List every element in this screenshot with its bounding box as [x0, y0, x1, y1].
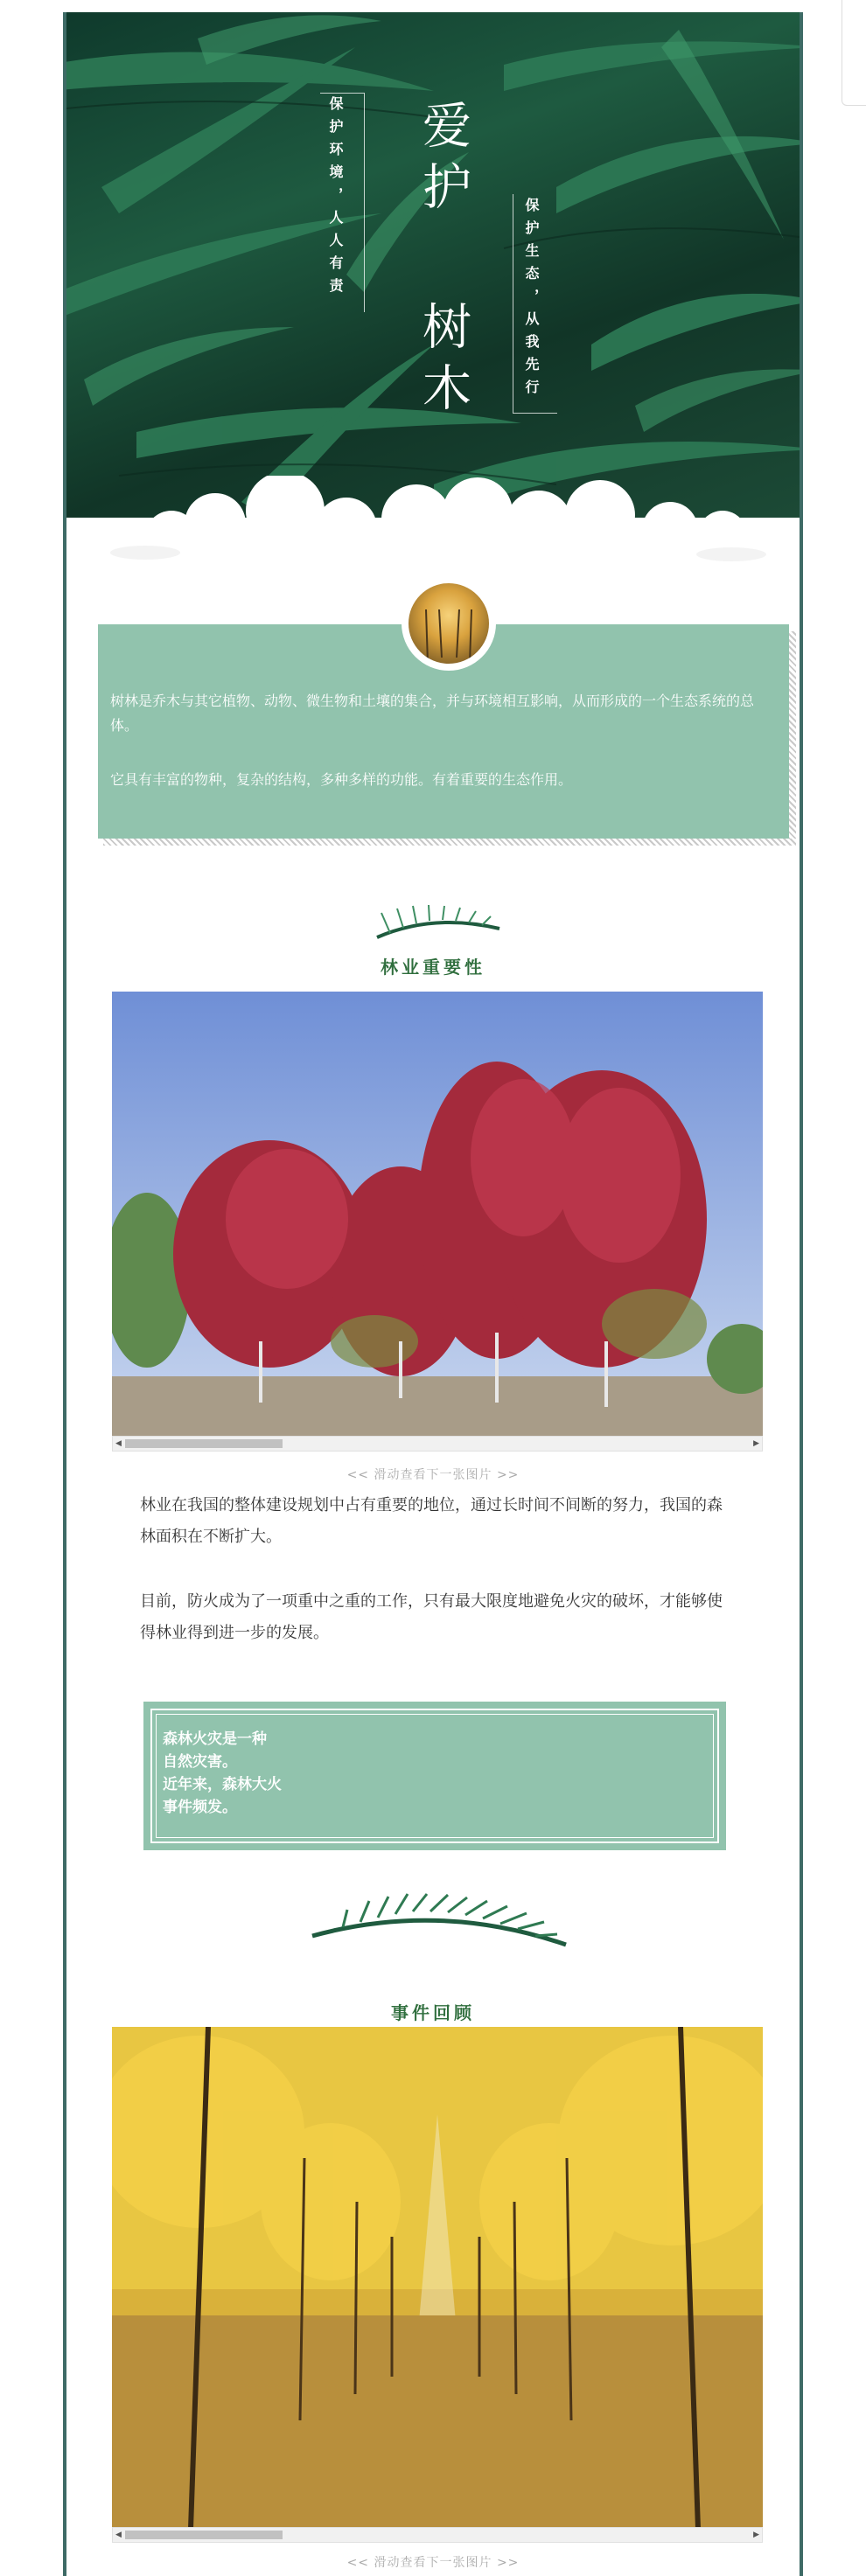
info-shadow-bottom	[103, 839, 796, 846]
palm-leaf-ornament-large	[308, 1892, 570, 1962]
hero-title-line-2: 树木	[415, 301, 471, 423]
round-thumbnail	[402, 576, 496, 671]
intro-paragraph-2: 它具有丰富的物种，复杂的结构，多种多样的功能。有着重要的生态作用。	[110, 771, 573, 788]
scroll-thumb[interactable]	[125, 2531, 283, 2539]
cloud-divider	[66, 476, 800, 572]
adjacent-panel-edge	[842, 0, 866, 106]
intro-paragraph-1: 树林是乔木与其它植物、动物、微生物和土壤的集合，并与环境相互影响，从而形成的一个生态系统的总体。	[110, 693, 755, 734]
hero-banner	[66, 12, 800, 518]
right-vertical-slogan: 保护生态，从我先行	[523, 198, 540, 402]
scroll-right-arrow-icon[interactable]: ▶	[753, 1439, 759, 1448]
ginkgo-avenue-photo	[112, 2027, 763, 2529]
red-maple-photo	[112, 992, 763, 1436]
article-paragraph-2: 目前，防火成为了一项重中之重的工作，只有最大限度地避免火灾的破坏，才能够使得林业得到进一步的发展。	[140, 1592, 723, 1642]
leaf-background-image	[66, 12, 800, 518]
scroll-left-arrow-icon[interactable]: ◀	[115, 1439, 122, 1448]
section-title-review: 事件回顾	[391, 2002, 475, 2023]
scroll-left-arrow-icon[interactable]: ◀	[115, 2531, 122, 2539]
left-vertical-slogan: 保护环境，人人有责	[327, 96, 344, 301]
fire-callout-box	[143, 1702, 726, 1850]
palm-leaf-ornament	[373, 904, 504, 948]
callout-text: 森林火灾是一种 自然灾害。 近年来，森林大火 事件频发。	[163, 1730, 282, 1816]
hero-title-line-1: 爱护	[415, 100, 471, 222]
section-title-importance: 林业重要性	[381, 957, 485, 978]
carousel-scrollbar-1[interactable]	[112, 1436, 763, 1452]
article-page	[63, 12, 803, 2576]
article-paragraph-1: 林业在我国的整体建设规划中占有重要的地位，通过长时间不间断的努力，我国的森林面积在不断扩大。	[140, 1496, 723, 1546]
scroll-thumb[interactable]	[125, 1439, 283, 1448]
swipe-hint-2: << 滑动查看下一张图片 >>	[346, 2556, 520, 2570]
scroll-right-arrow-icon[interactable]: ▶	[753, 2531, 759, 2539]
ginkgo-thumbnail-image	[409, 583, 489, 664]
swipe-hint-1: << 滑动查看下一张图片 >>	[346, 1468, 520, 1482]
carousel-scrollbar-2[interactable]	[112, 2527, 763, 2543]
info-shadow-right	[789, 631, 796, 846]
